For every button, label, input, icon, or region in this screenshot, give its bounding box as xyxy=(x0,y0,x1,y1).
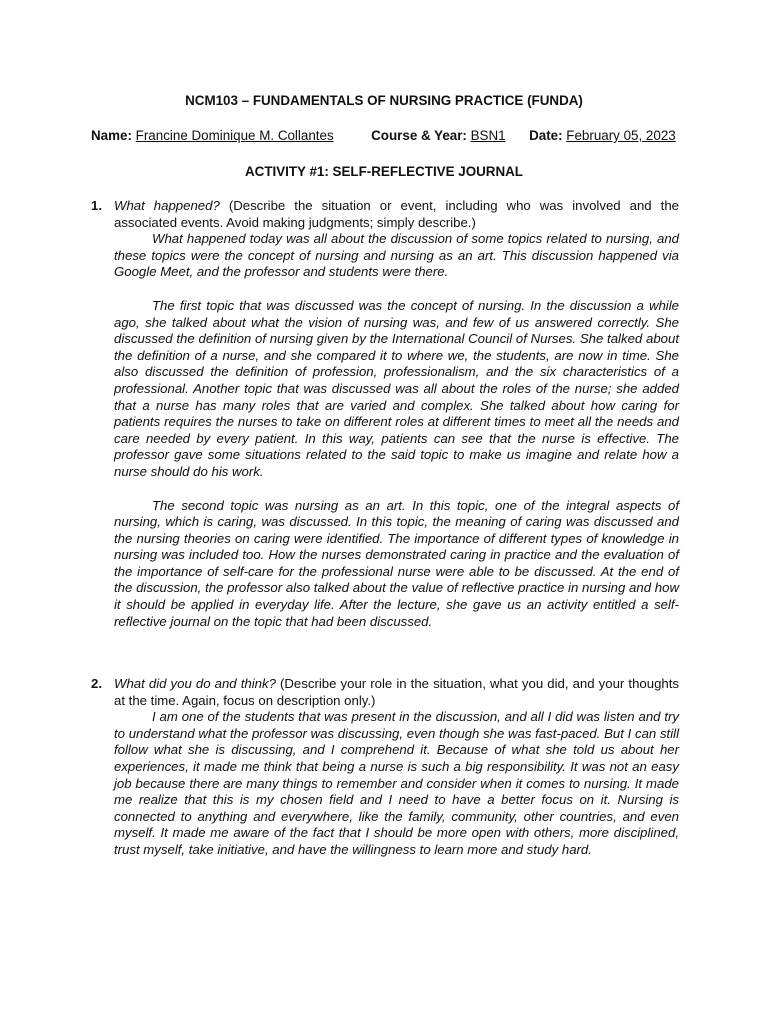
question-prompt xyxy=(114,198,679,231)
answer-paragraph: The second topic was nursing as an art. In this topic, one of the integral aspects of nursing, which is caring, was discussed. In this topic, the meaning of caring was discussed and the nursing theories on caring were identified. The importance of different types of knowledge in nursing was included too. How the nurses demonstrated caring in practice and the evaluation of the importance of self-care for the professional nurse were able to be discussed. At the end of the discussion, the professor also talked about the value of reflective practice in nursing and how it should be applied in everyday life. After the lecture, she gave us an activity entitled a self-reflective journal on the topic that had been discussed. xyxy=(114,497,679,629)
document-title: NCM103 – FUNDAMENTALS OF NURSING PRACTICE (FUNDA) xyxy=(185,93,583,108)
date-value: February 05, 2023 xyxy=(566,128,676,143)
question-1 xyxy=(91,198,679,630)
prompt-description: (Describe your role in the situation, what you did, and your thoughts at the time. Again, focus on description only.) xyxy=(114,676,679,708)
answer-paragraph: I am one of the students that was present in the discussion, and all I did was listen and try to understand what the professor was discussing, even though she was fast-paced. But I can still follow what she is discussing, and I comprehend it. Because of what she told us about her experiences, it made me think that being a nurse is such a big responsibility. It was not an easy job because there are many things to remember and consider when it comes to nursing. It made me realize that this is my chosen field and I need to have a better focus on it. Nursing is connected to anything and everywhere, like the family, community, other countries, and even myself. It made me aware of the fact that I should be more open with others, more disciplined, trust myself, take initiative, and have the willingness to learn more and study hard. xyxy=(114,709,679,857)
course-value: BSN1 xyxy=(470,128,506,143)
date-label: Date: xyxy=(529,128,563,143)
activity-title: ACTIVITY #1: SELF-REFLECTIVE JOURNAL xyxy=(244,164,523,179)
prompt-italic: What happened? xyxy=(114,198,220,213)
answer-paragraph: What happened today was all about the discussion of some topics related to nursing, and these topics were the concept of nursing and nursing as an art. This discussion happened via Google Meet, and the professor and students were there. xyxy=(114,231,679,280)
prompt-italic: What did you do and think? xyxy=(114,676,276,691)
question-number: 1. xyxy=(91,198,102,213)
question-prompt xyxy=(114,676,679,709)
answer-paragraph: The first topic that was discussed was the concept of nursing. In the discussion a while ago, she talked about what the vision of nursing was, and few of us answered correctly. She discussed the definition of nursing given by the International Council of Nurses. She talked about the definition of a nurse, and she compared it to where we, the students, are now in time. She also discussed the definition of profession, professionalism, and the six characteristics of a professional. Another topic that was discussed was all about the roles of the nurse; she added that a nurse has many roles that are varied and complex. She talked about how caring for patients requires the nurses to take on different roles at different times to meet all the needs and care needed by every patient. In this way, patients can see that the nurse is effective. The professor gave some situations related to the said topic to make us imagine and relate how a nurse should do his work. xyxy=(114,297,679,479)
course-label: Course & Year: xyxy=(371,128,467,143)
prompt-description: (Describe the situation or event, including who was involved and the associated events. Avoid making judgments; simply describe.) xyxy=(114,198,679,230)
name-label: Name: xyxy=(91,128,132,143)
student-info-line xyxy=(91,128,676,143)
question-2 xyxy=(91,676,679,859)
name-value: Francine Dominique M. Collantes xyxy=(135,128,334,143)
question-number: 2. xyxy=(91,676,102,691)
